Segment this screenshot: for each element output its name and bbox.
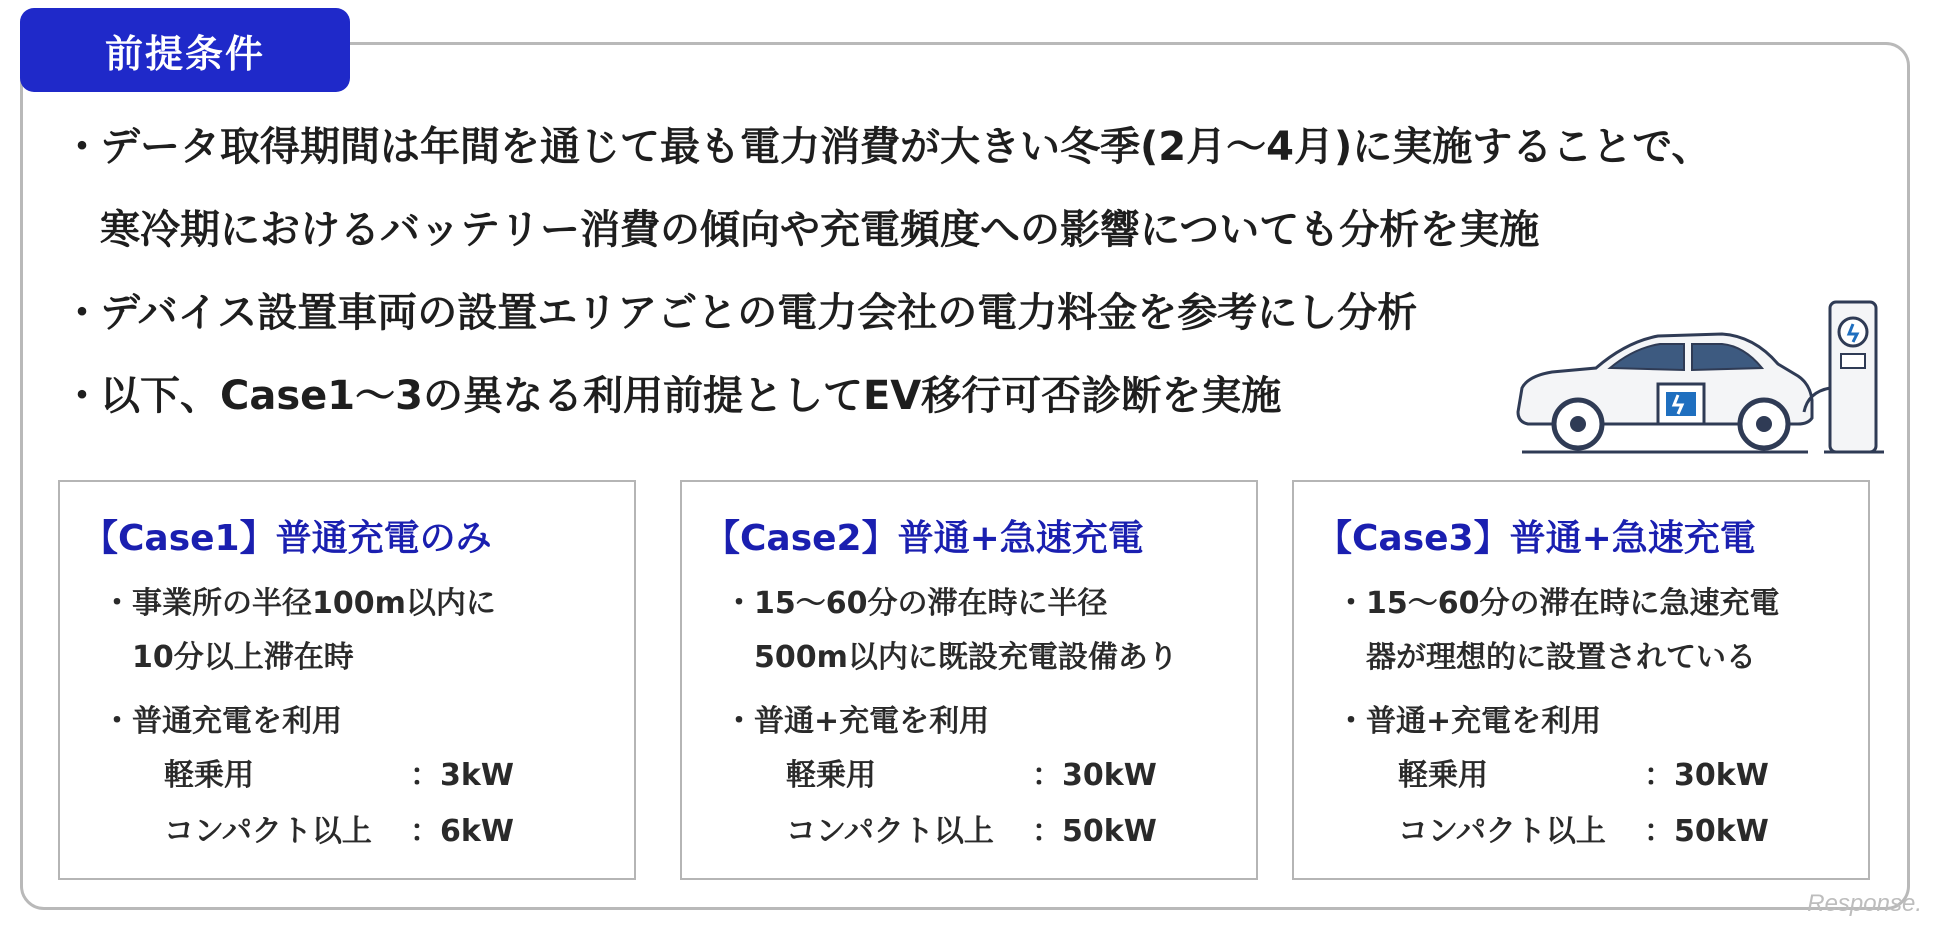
spec-compact-label: コンパクト以上	[786, 814, 994, 849]
case-usage: ・普通充電を利用	[102, 704, 342, 739]
spec-light-label: 軽乗用	[164, 758, 254, 793]
spec-light-label: 軽乗用	[1398, 758, 1488, 793]
spec-compact-value: ：50kW	[1032, 814, 1157, 849]
response-watermark: Response.	[1807, 890, 1922, 917]
spec-light-label: 軽乗用	[786, 758, 876, 793]
case-usage: ・普通+充電を利用	[1336, 704, 1602, 739]
case-card-3	[1292, 480, 1870, 880]
case-title: 【Case3】普通+急速充電	[1316, 518, 1756, 559]
ev-car-icon	[1518, 334, 1812, 452]
ev-charging-illustration	[1508, 292, 1888, 464]
spec-compact-label: コンパクト以上	[1398, 814, 1606, 849]
bullet-text	[100, 122, 1882, 255]
bullet-item-period	[62, 122, 1882, 255]
case-title: 【Case2】普通+急速充電	[704, 518, 1144, 559]
spec-light-value: ：3kW	[410, 758, 514, 793]
case-condition-line2: 10分以上滞在時	[132, 640, 354, 675]
bullet-dot: ・	[62, 290, 102, 336]
case-condition-line1: ・15～60分の滞在時に急速充電	[1336, 586, 1780, 621]
case-title: 【Case1】普通充電のみ	[82, 518, 492, 559]
spec-compact-value: ：50kW	[1644, 814, 1769, 849]
bullet-dot: ・	[62, 124, 102, 170]
charging-station-icon	[1804, 302, 1884, 452]
bullet-cases-text: 以下、Case1～3の異なる利用前提としてEV移行可否診断を実施	[100, 373, 1282, 419]
case-usage: ・普通+充電を利用	[724, 704, 990, 739]
bullet-period-line2: 寒冷期におけるバッテリー消費の傾向や充電頻度への影響についても分析を実施	[100, 207, 1540, 253]
case-condition-line2: 器が理想的に設置されている	[1366, 640, 1756, 675]
case-condition-line1: ・事業所の半径100m以内に	[102, 586, 496, 621]
bullet-dot: ・	[62, 373, 102, 419]
spec-light-value: ：30kW	[1644, 758, 1769, 793]
section-tag-label: 前提条件	[104, 31, 265, 76]
case-card-2	[680, 480, 1258, 880]
spec-light-value: ：30kW	[1032, 758, 1157, 793]
case-card-1	[58, 480, 636, 880]
bullet-period-line1: データ取得期間は年間を通じて最も電力消費が大きい冬季(2月～4月)に実施することで、	[100, 124, 1712, 170]
spec-compact-value: ：6kW	[410, 814, 514, 849]
bullet-rates-text: デバイス設置車両の設置エリアごとの電力会社の電力料金を参考にし分析	[100, 290, 1418, 336]
case-condition-line2: 500m以内に既設充電設備あり	[754, 640, 1178, 675]
case-condition-line1: ・15～60分の滞在時に半径	[724, 586, 1108, 621]
spec-compact-label: コンパクト以上	[164, 814, 372, 849]
section-tag	[20, 8, 350, 92]
